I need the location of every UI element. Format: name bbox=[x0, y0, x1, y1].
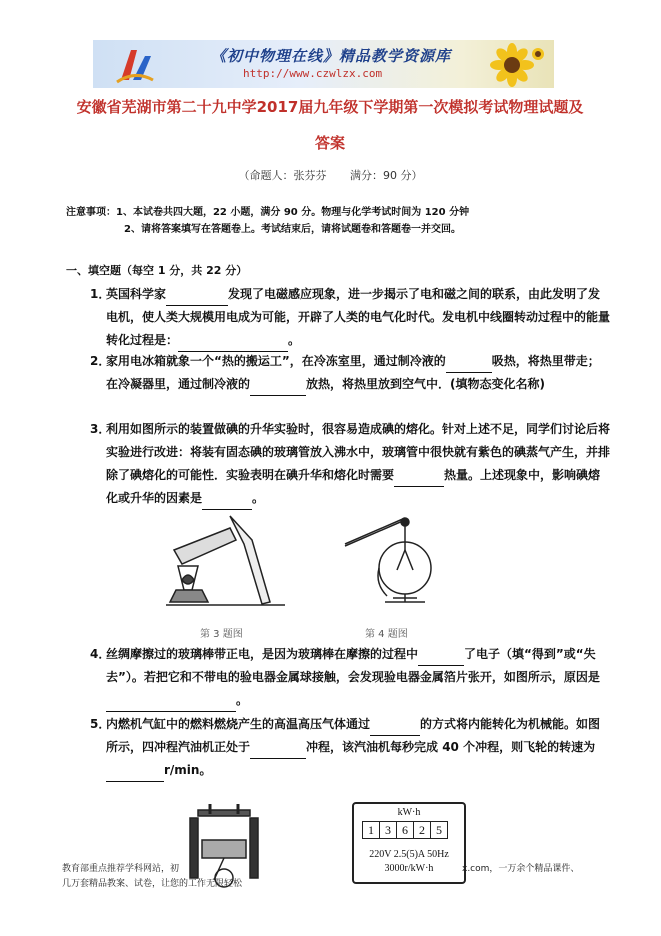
notice-line-2: 2、请将答案填写在答题卷上。考试结束后，请将试题卷和答题卷一并交回。 bbox=[124, 224, 461, 235]
question-text: 英国科学家 bbox=[106, 287, 167, 301]
answer-blank[interactable] bbox=[166, 290, 228, 306]
answer-blank[interactable] bbox=[202, 494, 252, 510]
answer-blank[interactable] bbox=[106, 766, 164, 782]
question-text: r/min。 bbox=[164, 763, 212, 777]
question-text: 利用如图所示的装置做碘的升华实验时，很容易造成碘的熔化。针对上述不足，同学们讨论后将实验进行改进：将装有固态碘的玻璃管放入沸水中，玻璃管中很快就有紫色的碘蒸气产生，并排除了碘熔化的可能性．实验表明在碘升华和熔化时需要 bbox=[106, 422, 611, 482]
answer-blank[interactable] bbox=[370, 720, 420, 736]
question-3 bbox=[90, 418, 610, 510]
iodine-apparatus-figure bbox=[160, 510, 290, 610]
question-2 bbox=[90, 350, 610, 396]
question-text: 。 bbox=[252, 491, 265, 505]
meter-unit: kW·h bbox=[397, 807, 421, 818]
question-text: 发现了电磁感应现象，进一步揭示了电和磁之间的联系，由此发明了发电机，使人类大规模用电成为可能，开辟了人类的电气化时代。发电机中线圈转动过程中的能量转化过程是： bbox=[106, 287, 611, 347]
question-4 bbox=[90, 643, 610, 712]
figure-caption: 第 3 题图 bbox=[200, 629, 243, 640]
meter-reading bbox=[362, 821, 447, 839]
notice-block bbox=[66, 204, 469, 238]
question-number: 1． bbox=[90, 287, 111, 301]
setter-text: （命题人：张芬芬 bbox=[238, 169, 327, 182]
question-number: 2． bbox=[90, 354, 111, 368]
electroscope-figure bbox=[335, 510, 455, 610]
question-text: 。 bbox=[236, 693, 249, 707]
meter-digit: 5 bbox=[430, 821, 448, 839]
meter-digit: 6 bbox=[396, 821, 414, 839]
meter-digit: 2 bbox=[413, 821, 431, 839]
document-title-line1: 安徽省芜湖市第二十九中学2017届九年级下学期第一次模拟考试物理试题及 bbox=[76, 98, 584, 116]
meter-spec: 220V 2.5(5)A 50Hz bbox=[369, 849, 449, 860]
footer-line-2: 几万套精品教案、试卷，让您的工作无限轻松 bbox=[62, 879, 243, 889]
page-footer bbox=[62, 862, 602, 892]
figure-caption: 第 4 题图 bbox=[365, 629, 408, 640]
site-logo-icon bbox=[115, 46, 155, 84]
question-text: 吸热，将热里带走；在冷凝器里，通过制冷液的 bbox=[106, 354, 600, 391]
answer-blank[interactable] bbox=[446, 357, 492, 373]
answer-blank[interactable] bbox=[106, 696, 236, 712]
question-text: 放热，将热里放到空气中．(填物态变化名称) bbox=[306, 377, 545, 391]
question-text: 热量。上述现象中，影响碘熔化或升华的因素是 bbox=[106, 468, 601, 505]
answer-blank[interactable] bbox=[418, 650, 464, 666]
banner-url: http://www.czwlzx.com bbox=[243, 67, 383, 80]
answer-blank[interactable] bbox=[250, 743, 306, 759]
document-title-line2: 答案 bbox=[314, 134, 345, 152]
question-text: 。 bbox=[288, 333, 301, 347]
question-number: 3． bbox=[90, 422, 111, 436]
author-line bbox=[0, 167, 661, 183]
notice-line-1: 注意事项：1、本试卷共四大题，22 小题，满分 90 分。物理与化学考试时间为 120 分钟 bbox=[66, 207, 470, 218]
question-text: 丝绸摩擦过的玻璃棒带正电，是因为玻璃棒在摩擦的过程中 bbox=[106, 647, 419, 661]
answer-blank[interactable] bbox=[394, 471, 444, 487]
header-banner bbox=[93, 40, 554, 88]
score-text: 满分：90 分） bbox=[350, 169, 423, 182]
answer-blank[interactable] bbox=[250, 380, 306, 396]
meter-rate: 3000r/kW·h bbox=[384, 863, 434, 874]
footer-line-1-right: x.com，一万余个精品课件、 bbox=[462, 864, 580, 874]
question-text: 内燃机气缸中的燃料燃烧产生的高温高压气体通过 bbox=[106, 717, 371, 731]
question-5 bbox=[90, 713, 610, 782]
question-number: 4． bbox=[90, 647, 111, 661]
question-number: 5． bbox=[90, 717, 111, 731]
meter-digit: 1 bbox=[362, 821, 380, 839]
question-text: 冲程，该汽油机每秒完成 40 个冲程，则飞轮的转速为 bbox=[306, 740, 596, 754]
section-heading: 一、填空题（每空 1 分，共 22 分） bbox=[66, 264, 248, 277]
meter-digit: 3 bbox=[379, 821, 397, 839]
footer-line-1: 教育部重点推荐学科网站，初 bbox=[62, 864, 180, 874]
question-text: 了电子（填“得到”或“失去”）。若把它和不带电的验电器金属球接触，会发现验电器金属箔片张开，如图所示，原因是 bbox=[106, 647, 600, 684]
banner-title: 《初中物理在线》精品教学资源库 bbox=[211, 47, 452, 65]
question-text: 家用电冰箱就象一个“热的搬运工”，在冷冻室里，通过制冷液的 bbox=[106, 354, 446, 368]
question-1 bbox=[90, 283, 610, 352]
sunflower-icon bbox=[476, 42, 546, 88]
question-text: 的方式将内能转化为机械能。如图所示，四冲程汽油机正处于 bbox=[106, 717, 601, 754]
